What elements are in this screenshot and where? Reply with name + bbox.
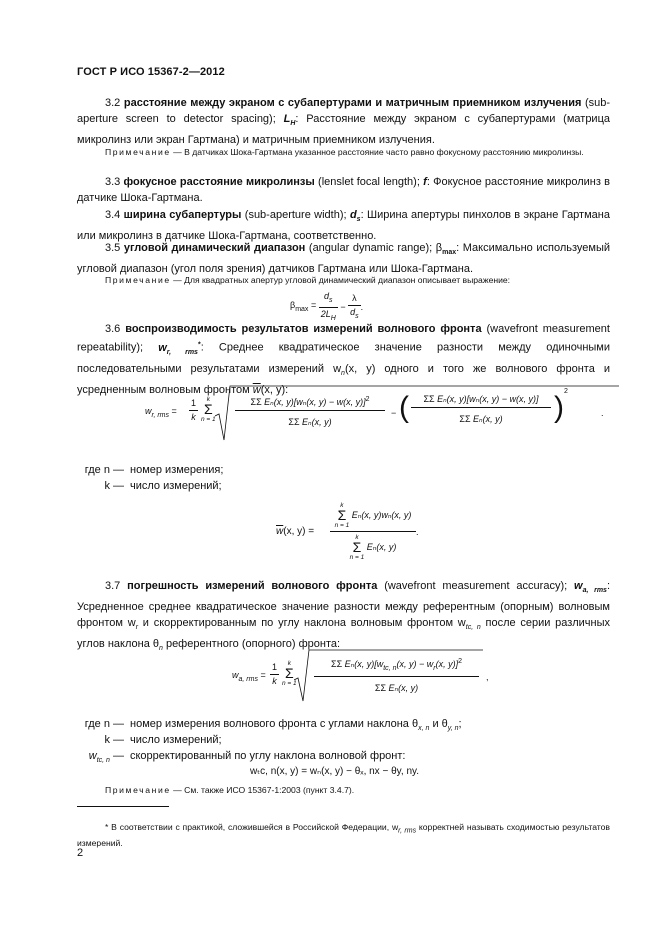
note-1: Примечание — В датчиках Шока-Гартмана указанное расстояние часто равно фокусному расстоянию микролинзы. bbox=[105, 147, 584, 157]
where-item: где n — номер измерения; bbox=[84, 464, 224, 476]
term-3-4: ширина субапертуры bbox=[123, 209, 242, 221]
term-3-5: угловой динамический диапазон bbox=[123, 242, 306, 254]
note-2: Примечание — Для квадратных апертур угловой динамический диапазон описывает выражение: bbox=[105, 275, 511, 285]
section-3-7: 3.7 погрешность измерений волнового фронта (wavefront measurement accuracy); $w_{a, rms}$: Усредненное среднее квадратическое значение разности между референтным (опорным) волновым фронтом $w_r$ и скорректированным по углу наклона волновым фронтом $w_{tc, n}$ после серии различных углов наклона $\theta_n$ референтного (опорного) фронта: bbox=[77, 580, 611, 653]
where-list-2 bbox=[77, 716, 610, 766]
running-header: ГОСТ Р ИСО 15367-2—2012 bbox=[77, 66, 225, 78]
equation-mean-wavefront: $\overline{w}(x$, y) = k Σ n = 1 Eₙ(x, y)wₙ(x, y) k Σ n = 1 Eₙ(x, y) . bbox=[276, 502, 419, 561]
term-3-6: воспроизводимость результатов измерений волнового фронта bbox=[125, 323, 482, 335]
term-3-7: погрешность измерений волнового фронта bbox=[127, 580, 378, 592]
section-3-5: 3.5 угловой динамический диапазон (angular dynamic range); $\beta_{max}$: Максимально используемый угловой диапазон (угол поля зрения) датчиков Гартмана или Шока-Гартмана. bbox=[77, 242, 610, 276]
section-3-4: 3.4 ширина субапертуры (sub-aperture width); $d_s$: Ширина апертуры пинхолов в экране Гартмана или микролинз в датчике Шока-Гартмана, соответственно. bbox=[77, 209, 610, 243]
footnote-rule bbox=[77, 806, 169, 807]
section-3-2: 3.2 расстояние между экраном с субапертурами и матричным приемником излучения (sub-aperture screen to detector spacing); $L_H$: Расстояние между экраном с субапертурами (матрица микролинз или экран Гартмана) и матричным приемником излучения. bbox=[77, 97, 611, 147]
section-3-6: 3.6 воспроизводимость результатов измерений волнового фронта (wavefront measurement repeatability); $w_{r, rms}^*$: Среднее квадратическое значение разности между одиночными последовательными результатами измерений $w_n(x$, y) одного и того же волнового фронта и усредненным волновым фронтом $\overline{w}(x$, y): bbox=[77, 323, 611, 397]
footnote: * В соответствии с практикой, сложившейся в Российской Федерации, $w_{r, rms}$ корректней называть сходимостью результатов измерений. bbox=[77, 821, 610, 849]
equation-tilt-corrected: wₜᴄ, n(x, y) = wₙ(x, y) − θₓ, nx − θy, ny. bbox=[250, 766, 420, 777]
equation-repeatability: $w_{r, rms}$ = $\frac{1}{k}$ k Σ n = 1 ΣΣ Eₙ(x, y)[wₙ(x, y) − w(x, y)]$^2$ ΣΣ Eₙ(x, y) − ( ΣΣ Eₙ(x, y)[wₙ(x, y) − w(x, y)] ΣΣ Eₙ(x, y) ) $^2$ . bbox=[145, 384, 615, 444]
equation-beta-max: $\beta_{max}$ = $\frac{d_s}{2L_H}$ − $\frac{\lambda}{d_s}$ . bbox=[290, 291, 364, 322]
where-item: $w_{tc, n}$ — скорректированный по углу наклона волновой фронт: bbox=[88, 750, 406, 765]
section-3-3: 3.3 фокусное расстояние микролинзы (lenslet focal length); f: Фокусное расстояние микролинз в датчике Шока-Гартмана. bbox=[77, 176, 610, 204]
where-item: где n — номер измерения волнового фронта с углами наклона $\theta_{x, n}$ и $\theta_{y, n}$; bbox=[84, 718, 462, 733]
page-number: 2 bbox=[77, 847, 84, 859]
where-item: k — число измерений; bbox=[104, 734, 222, 746]
where-item: k — число измерений; bbox=[104, 480, 222, 492]
equation-accuracy: $w_{a, rms}$ = $\frac{1}{k}$ k Σ n = 1 ΣΣ Eₙ(x, $y)[w_{tc, n}(x$, $y) - w_r(x$, y)]$^2$ ΣΣ Eₙ(x, y) , bbox=[232, 648, 492, 704]
term-3-2: расстояние между экраном с субапертурами и матричным приемником излучения bbox=[123, 97, 582, 109]
where-list-1 bbox=[77, 462, 477, 496]
note-3: Примечание — См. также ИСО 15367-1:2003 (пункт 3.4.7). bbox=[105, 785, 355, 795]
term-3-3: фокусное расстояние микролинзы bbox=[123, 176, 315, 188]
